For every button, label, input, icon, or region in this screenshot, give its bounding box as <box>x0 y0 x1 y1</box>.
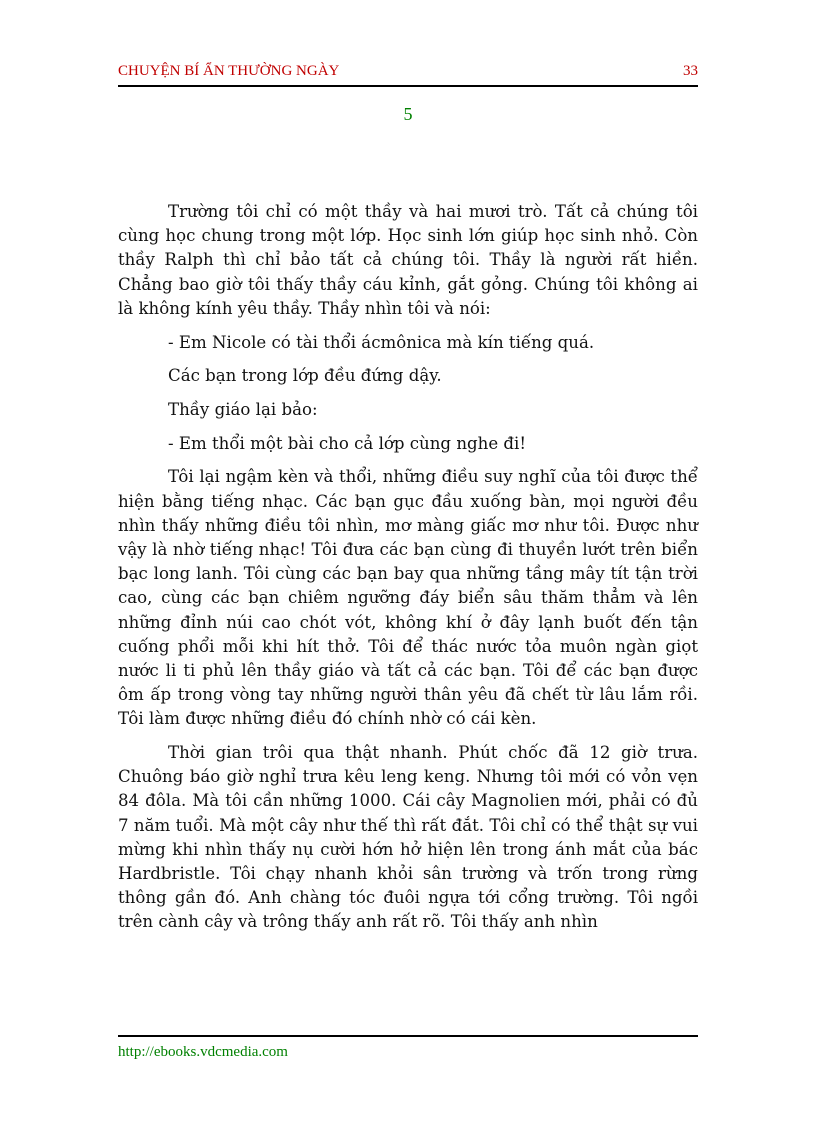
paragraph: Thời gian trôi qua thật nhanh. Phút chốc đã 12 giờ trưa. Chuông báo giờ nghỉ trưa kêu leng keng. Nhưng tôi mới có vỏn vẹn 84 đôla. Mà tôi cần những 1000. Cái cây Magnolien mới, phải có đủ 7 năm tuổi. Mà một cây như thế thì rất đắt. Tôi chỉ có thể thật sự vui mừng khi nhìn thấy nụ cười hớn hở hiện lên trong ánh mắt của bác Hardbristle. Tôi chạy nhanh khỏi sân trường và trốn trong rừng thông gần đó. Anh chàng tóc đuôi ngựa tới cổng trường. Tôi ngồi trên cành cây và trông thấy anh rất rõ. Tôi thấy anh nhìn <box>118 743 698 932</box>
footer-divider <box>118 1035 698 1037</box>
header-divider <box>118 85 698 87</box>
paragraph: Các bạn trong lớp đều đứng dậy. <box>168 366 442 386</box>
body-text <box>118 200 698 944</box>
page-number: 33 <box>683 63 698 79</box>
book-title: CHUYỆN BÍ ẨN THƯỜNG NGÀY <box>118 63 340 79</box>
footer-url[interactable]: http://ebooks.vdcmedia.com <box>118 1044 288 1060</box>
paragraph: - Em Nicole có tài thổi ácmônica mà kín tiếng quá. <box>168 332 595 352</box>
chapter-number: 5 <box>403 104 413 124</box>
running-header <box>118 63 698 80</box>
paragraph: Trường tôi chỉ có một thầy và hai mươi trò. Tất cả chúng tôi cùng học chung trong một lớp. Học sinh lớn giúp học sinh nhỏ. Còn thầy Ralph thì chỉ bảo tất cả chúng tôi. Thầy là người rất hiền. Chẳng bao giờ tôi thấy thầy cáu kỉnh, gắt gỏng. Chúng tôi không ai là không kính yêu thầy. Thầy nhìn tôi và nói: <box>118 202 698 318</box>
paragraph: - Em thổi một bài cho cả lớp cùng nghe đi! <box>168 433 527 453</box>
paragraph: Thầy giáo lại bảo: <box>168 399 318 419</box>
paragraph: Tôi lại ngậm kèn và thổi, những điều suy nghĩ của tôi được thể hiện bằng tiếng nhạc. Các bạn gục đầu xuống bàn, mọi người đều nhìn thấy những điều tôi nhìn, mơ màng giấc mơ như tôi. Được như vậy là nhờ tiếng nhạc! Tôi đưa các bạn cùng đi thuyền lướt trên biển bạc long lanh. Tôi cùng các bạn bay qua những tầng mây tít tận trời cao, cùng các bạn chiêm ngưỡng đáy biển sâu thăm thẳm và lên những đỉnh núi cao chót vót, không khí ở đây lạnh buốt đến tận cuống phổi mỗi khi hít thở. Tôi để thác nước tỏa muôn ngàn giọt nước li ti phủ lên thầy giáo và tất cả các bạn. Tôi để các bạn được ôm ấp trong vòng tay những người thân yêu đã chết từ lâu lắm rồi. Tôi làm được những điều đó chính nhờ có cái kèn. <box>118 467 698 729</box>
